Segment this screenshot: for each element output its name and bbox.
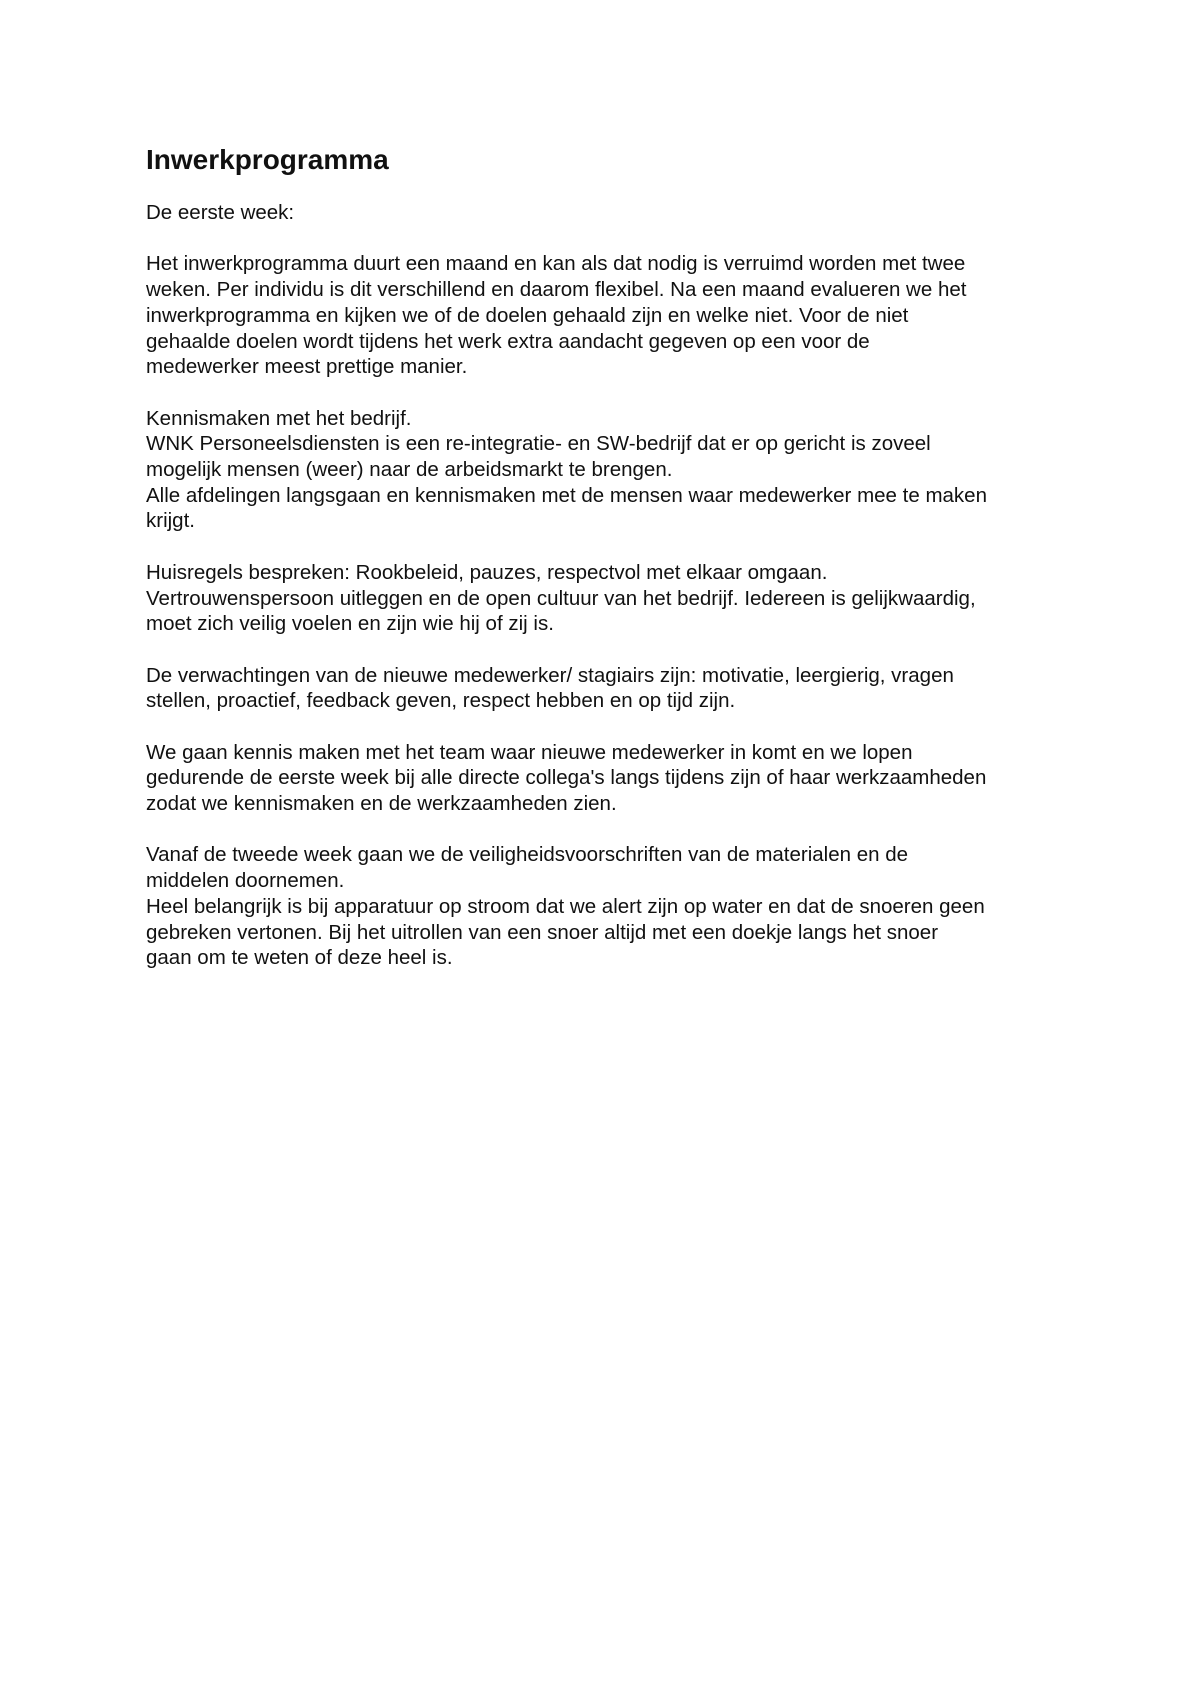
text-line: Kennismaken met het bedrijf.: [146, 406, 412, 430]
paragraph-gap: [146, 226, 1086, 252]
intro-line: De eerste week:: [146, 201, 295, 224]
paragraph-house-rules: [146, 560, 1086, 637]
text-line: We gaan kennis maken met het team waar nieuwe medewerker in komt en we lopen: [146, 740, 913, 764]
text-line: mogelijk mensen (weer) naar de arbeidsmarkt te brengen.: [146, 458, 673, 481]
text-line: gedurende de eerste week bij alle directe collega's langs tijdens zijn of haar werkzaamheden: [146, 766, 987, 790]
text-line: middelen doornemen.: [146, 869, 345, 893]
paragraph-duration: [146, 251, 1086, 380]
text-line: gaan om te weten of deze heel is.: [146, 946, 453, 970]
paragraph-team: [146, 740, 1086, 817]
paragraph-company: [146, 406, 1086, 535]
paragraph-gap: [146, 637, 1086, 663]
document-page: [146, 143, 1086, 971]
paragraph-expectations: [146, 663, 1086, 714]
paragraph-safety: [146, 842, 1086, 971]
text-line: gehaalde doelen wordt tijdens het werk extra aandacht gegeven op een voor de: [146, 329, 870, 353]
text-line: Alle afdelingen langsgaan en kennismaken met de mensen waar medewerker mee te maken: [146, 483, 987, 507]
paragraph-gap: [146, 817, 1086, 843]
text-line: Vanaf de tweede week gaan we de veiligheidsvoorschriften van de materialen en de: [146, 843, 909, 867]
paragraph-gap: [146, 380, 1086, 406]
text-line: Heel belangrijk is bij apparatuur op stroom dat we alert zijn op water en dat de snoeren geen: [146, 894, 985, 918]
text-line: Huisregels bespreken: Rookbeleid, pauzes, respectvol met elkaar omgaan.: [146, 560, 828, 584]
text-line: moet zich veilig voelen en zijn wie hij of zij is.: [146, 612, 554, 636]
text-line: De verwachtingen van de nieuwe medewerker/ stagiairs zijn: motivatie, leergierig, vragen: [146, 663, 954, 687]
paragraph-gap: [146, 714, 1086, 740]
text-line: zodat we kennismaken en de werkzaamheden zien.: [146, 792, 617, 816]
text-line: medewerker meest prettige manier.: [146, 355, 468, 379]
text-line: Het inwerkprogramma duurt een maand en kan als dat nodig is verruimd worden met twee: [146, 252, 966, 276]
text-line: WNK Personeelsdiensten is een re-integratie- en SW-bedrijf dat er op gericht is zoveel: [146, 432, 931, 456]
text-line: weken. Per individu is dit verschillend en daarom flexibel. Na een maand evalueren we het: [146, 278, 967, 302]
document-title: Inwerkprogramma: [146, 144, 389, 175]
text-line: stellen, proactief, feedback geven, respect hebben en op tijd zijn.: [146, 689, 736, 713]
text-line: inwerkprogramma en kijken we of de doelen gehaald zijn en welke niet. Voor de niet: [146, 303, 909, 327]
paragraph-gap: [146, 534, 1086, 560]
text-line: gebreken vertonen. Bij het uitrollen van een snoer altijd met een doekje langs het snoer: [146, 920, 939, 944]
text-line: krijgt.: [146, 509, 195, 533]
text-line: Vertrouwenspersoon uitleggen en de open cultuur van het bedrijf. Iedereen is gelijkwaardig,: [146, 586, 976, 610]
